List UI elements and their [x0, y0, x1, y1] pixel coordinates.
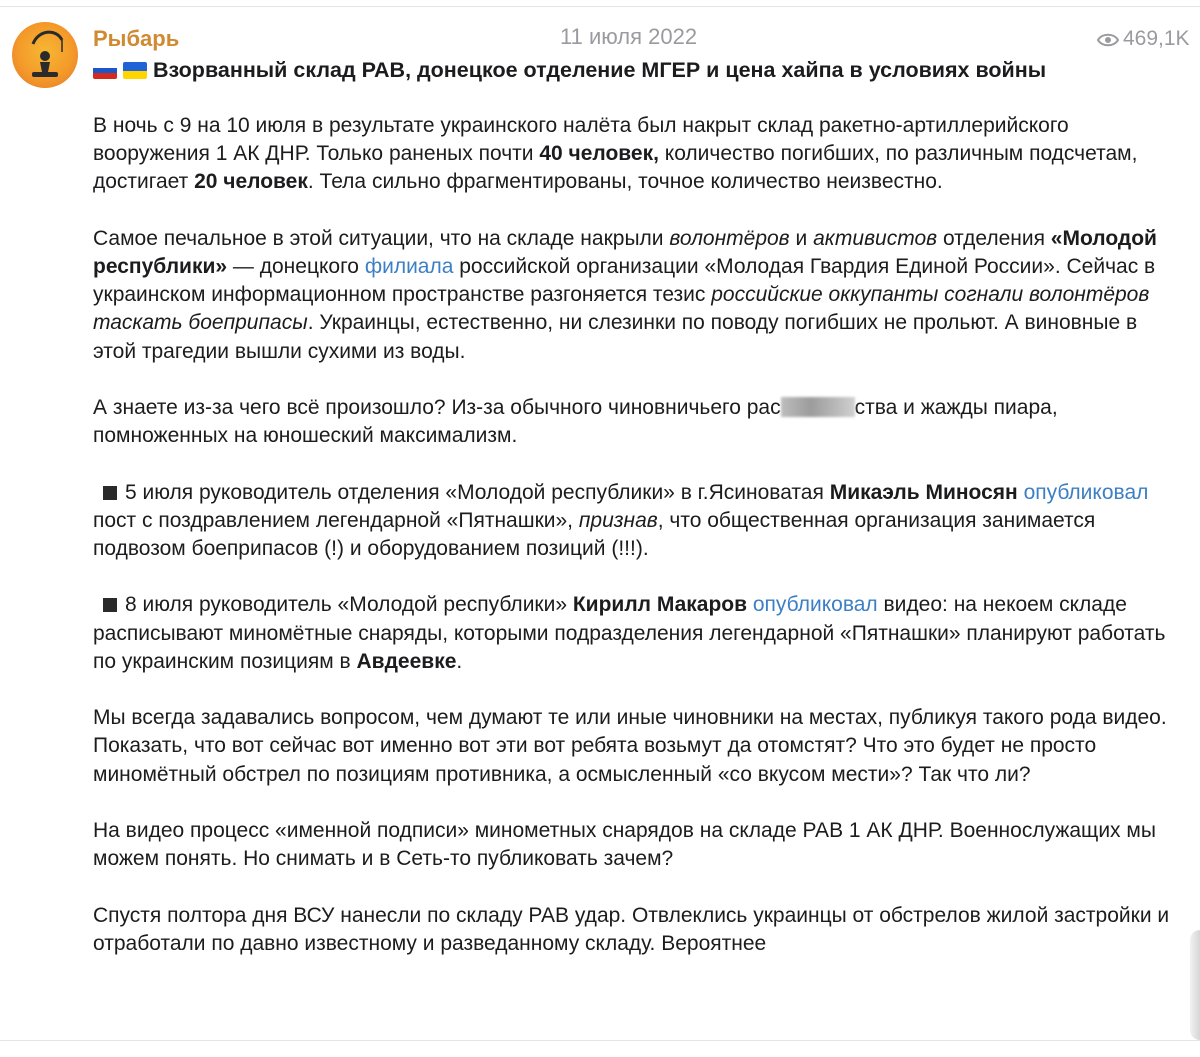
post-title — [93, 58, 1193, 83]
channel-avatar[interactable] — [12, 22, 78, 88]
paragraph-6: Мы всегда задавались вопросом, чем думают те или иные чиновники на местах, публикуя такого рода видео. Показать, что вот сейчас вот именно вот эти вот ребята возьмут да отомстят? Что это будет не просто миномётный обстрел по позициям противника, а осмысленный «со вкусом мести»? Так что ли? — [93, 706, 1167, 786]
russia-flag-icon — [93, 62, 117, 79]
paragraph-2: Самое печальное в этой ситуации, что на складе накрыли волонтёров и активистов отделения «Молодой республики» — донецкого филиала российской организации «Молодая Гвардия Единой России». Сейчас в украинском информационном пространстве разгоняется тезис российские оккупанты согнали волонтёров таскать боеприпасы. Украинцы, естественно, ни слезинки по поводу погибших не прольют. А виновные в этой трагедии вышли сухими из воды. — [93, 226, 1157, 363]
published-link-1[interactable]: опубликовал — [1023, 480, 1149, 504]
scroll-edge[interactable] — [1190, 930, 1200, 1040]
fisherman-logo-icon — [12, 22, 78, 88]
post-title-text: Взорванный склад РАВ, донецкое отделение МГЕР и цена хайпа в условиях войны — [153, 58, 1047, 82]
ukraine-flag-icon — [123, 62, 147, 79]
views-count: 469,1K — [1123, 27, 1190, 50]
redacted-word — [781, 397, 855, 417]
paragraph-4: 5 июля руководитель отделения «Молодой республики» в г.Ясиноватая Микаэль Миносян опубликовал пост с поздравлением легендарной «Пятнашки», признав, что общественная организация занимается подвозом боеприпасов (!) и оборудованием позиций (!!!). — [93, 480, 1149, 560]
eye-icon — [1097, 29, 1119, 53]
paragraph-5: 8 июля руководитель «Молодой республики» Кирилл Макаров опубликовал видео: на некоем складе расписывают миномётные снаряды, которыми подразделения легендарной «Пятнашки» планируют работать по украинским позициям в Авдеевке. — [93, 593, 1166, 673]
paragraph-7: На видео процесс «именной подписи» минометных снарядов на складе РАВ 1 АК ДНР. Военнослужащих мы можем понять. Но снимать и в Сеть-то публиковать зачем? — [93, 818, 1156, 871]
paragraph-8: Спустя полтора дня ВСУ нанесли по складу РАВ удар. Отвлеклись украинцы от обстрелов жилой застройки и отработали по давно известному и разведанному складу. Вероятнее — [93, 903, 1170, 955]
post-date: 11 июля 2022 — [560, 24, 698, 49]
filial-link[interactable]: филиала — [364, 255, 454, 278]
published-link-2[interactable]: опубликовал — [752, 593, 878, 617]
black-square-bullet-icon — [103, 598, 117, 612]
paragraph-1: В ночь с 9 на 10 июля в результате украинского налёта был накрыт склад ракетно-артиллерийского вооружения 1 АК ДНР. Только раненых почти 40 человек, количество погибших, по различным подсчетам, достигает 20 человек. Тела сильно фрагментированы, точное количество неизвестно. — [93, 114, 1138, 194]
views-counter — [1097, 27, 1200, 53]
paragraph-3: А знаете из-за чего всё произошло? Из-за обычного чиновничьего рас ства и жажды пиара, помноженных на юношеский максимализм. — [93, 396, 1058, 448]
post-body — [93, 112, 1173, 986]
black-square-bullet-icon — [103, 486, 117, 500]
channel-name[interactable]: Рыбарь — [93, 26, 180, 51]
